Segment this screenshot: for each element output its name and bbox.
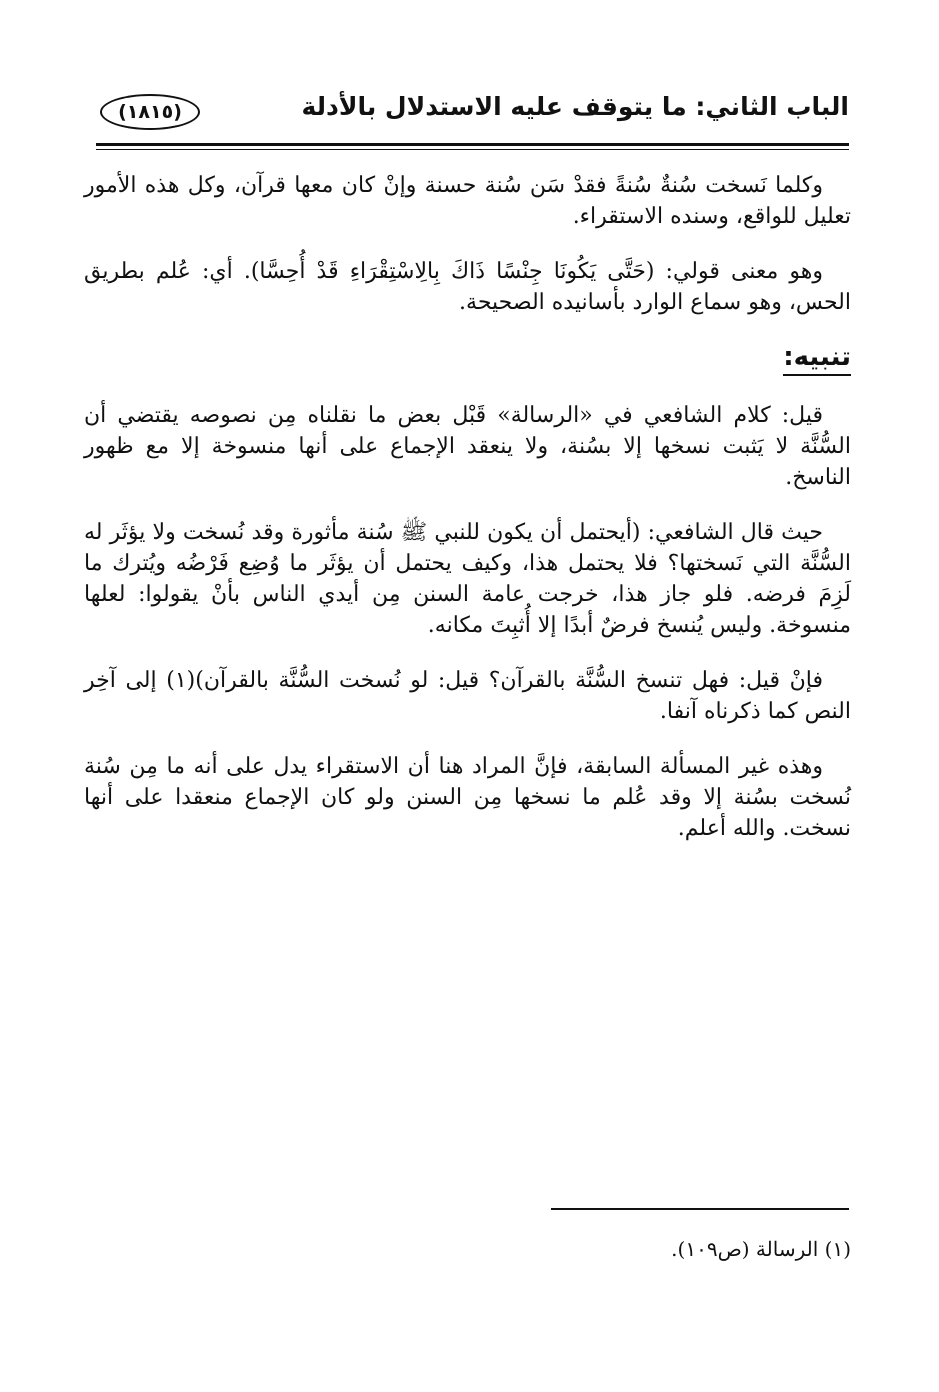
- paragraph: قيل: كلام الشافعي في «الرسالة» قَبْل بعض ما نقلناه مِن نصوصه يقتضي أن السُّنَّة لا يَثبت نسخها إلا بسُنة، ولا ينعقد الإجماع على أنها منسوخة إلا مع ظهور الناسخ.: [84, 403, 851, 490]
- header-rule-thin: [96, 149, 849, 150]
- page-number: (١٨١٥): [100, 94, 200, 130]
- section-heading-wrap: [84, 342, 851, 376]
- paragraph: حيث قال الشافعي: (أيحتمل أن يكون للنبي ﷺ سُنة مأثورة وقد نُسخت ولا يؤثَر له السُّنَّة التي نَسختها؟ فلا يحتمل هذا، وكيف يحتمل أن يؤثَر ما وُضِع فَرْضُه ويُترك ما لَزِمَ فرضه. فلو جاز هذا، خرجت عامة السنن مِن أيدي الناس بأنْ يقولوا: لعلها منسوخة. وليس يُنسخ فرضٌ أبدًا إلا أُثبِتَ مكانه.: [84, 520, 851, 638]
- header-rule-thick: [96, 143, 849, 146]
- paragraph: وكلما نَسخت سُنةٌ سُنةً فقدْ سَن سُنة حسنة وإنْ كان معها قرآن، وكل هذه الأمور تعليل للواقع، وسنده الاستقراء.: [84, 173, 851, 229]
- footnote-separator: [551, 1208, 849, 1210]
- paragraph: وهذه غير المسألة السابقة، فإنَّ المراد هنا أن الاستقراء يدل على أنه ما مِن سُنة نُسخت بسُنة إلا وقد عُلم ما نسخها مِن السنن ولو كان الإجماع منعقدا على أنها نسخت. والله أعلم.: [84, 754, 851, 841]
- footnote: (١) الرسالة (ص١٠٩).: [671, 1237, 851, 1261]
- chapter-title: الباب الثاني: ما يتوقف عليه الاستدلال بالأدلة: [301, 92, 849, 121]
- page-header: [96, 90, 849, 140]
- section-heading: تنبيه:: [783, 342, 851, 376]
- paragraph: فإنْ قيل: فهل تنسخ السُّنَّة بالقرآن؟ قيل: لو نُسخت السُّنَّة بالقرآن)(١) إلى آخِر النص كما ذكرناه آنفا.: [84, 668, 851, 724]
- main-text: [84, 170, 851, 868]
- paragraph: وهو معنى قولي: (حَتَّى يَكُونَا جِنْسًا ذَاكَ بِالِاسْتِقْرَاءِ قَدْ أُحِسَّا). أي: عُلم بطريق الحس، وهو سماع الوارد بأسانيده الصحيحة.: [84, 259, 851, 315]
